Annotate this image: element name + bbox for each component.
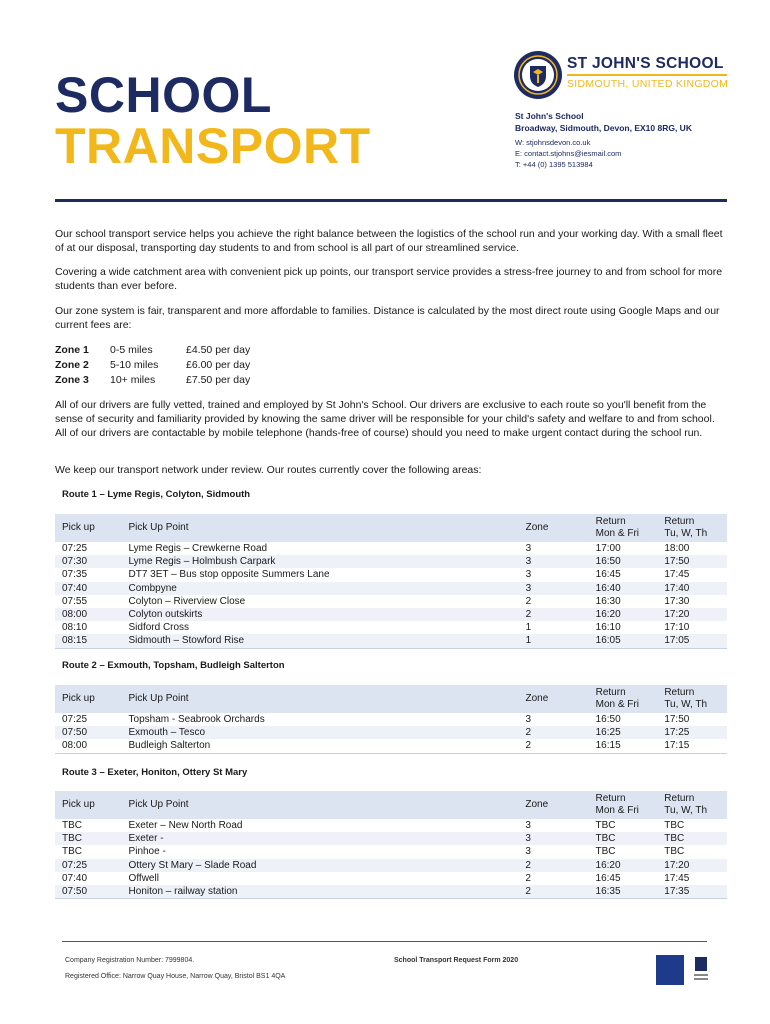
header-return-mon-fri [589,685,658,713]
intro-paragraph-2: Covering a wide catchment area with convenient pick up points, our transport service provides a stress-free journey to and from school for more students than ever before. [55,266,723,292]
return-mon-fri: 16:45 [595,569,621,581]
zone-name: Zone 3 [55,374,89,386]
header-line: Return [664,515,695,527]
school-location: SIDMOUTH, UNITED KINGDOM [567,78,729,90]
pickup-time: 07:40 [62,872,88,884]
contact-phone: T: +44 (0) 1395 513984 [515,160,593,169]
pickup-time: TBC [62,846,82,858]
footer-form-title: School Transport Request Form 2020 [394,957,519,964]
table-row [55,621,727,634]
header-line: Mon & Fri [595,528,639,539]
pickup-time: 07:50 [55,885,122,899]
contact-details [515,137,621,170]
pickup-point: Lyme Regis – Holmbush Carpark [121,555,518,568]
return-tu-w-th: 17:20 [657,859,727,872]
return-mon-fri: 16:45 [595,872,621,884]
zone-row [55,358,250,373]
table-row [55,885,727,899]
zone: 3 [525,846,531,858]
header-line: Mon & Fri [595,699,639,710]
return-mon-fri: 16:15 [589,739,658,753]
zone: 3 [525,543,532,554]
return-tu-w-th: 17:05 [657,634,727,648]
zone: 2 [519,739,589,753]
footer-divider [62,941,707,942]
header-line: Mon & Fri [595,805,639,816]
pickup-point: Honiton – railway station [122,885,519,899]
table-row [55,819,727,832]
pickup-point: Sidmouth – Stowford Rise [121,634,518,648]
intro-paragraph-1: Our school transport service helps you achieve the right balance between the logistics of the school run and your working day. With a small fleet of at our disposal, transporting day students to and from school is all part of our streamlined service. [55,228,723,254]
return-mon-fri: 16:35 [589,885,658,899]
route-1-table [55,514,727,649]
return-mon-fri: 16:50 [595,714,621,725]
pickup-time: 08:00 [55,739,122,753]
footer-reg-office: Registered Office: Narrow Quay House, Narrow Quay, Bristol BS1 4QA [65,973,286,980]
return-tu-w-th: 17:50 [657,555,727,568]
zone: 3 [518,832,588,845]
route-3-table [55,791,727,899]
table-row [55,859,727,872]
header-line: Tu, W, Th [664,699,708,710]
zone: 3 [525,714,532,725]
header-zone: Zone [518,791,588,819]
return-mon-fri: 16:25 [589,726,658,739]
pickup-time: 07:35 [62,569,88,581]
table-row [55,726,727,739]
return-mon-fri: 16:20 [589,608,658,621]
zone-miles: 0-5 miles [110,344,153,356]
header-return-mon-fri [589,514,658,542]
zone-miles: 10+ miles [110,374,156,386]
header-line: Return [595,515,626,527]
pickup-time: 08:00 [55,608,121,621]
accreditation-logo-icon [656,955,684,985]
header-pickup-point: Pick Up Point [122,685,519,713]
return-tu-w-th: 18:00 [664,543,690,554]
return-tu-w-th: 17:40 [657,582,727,595]
pickup-point: Colyton – Riverview Close [128,595,246,607]
page-title-line2: TRANSPORT [55,118,371,174]
zone: 2 [525,595,532,607]
intro-paragraph-3: Our zone system is fair, transparent and more affordable to families. Distance is calculated by the most direct route using Google Maps and our current fees are: [55,305,720,331]
return-mon-fri: 16:40 [589,582,658,595]
pickup-time: TBC [55,832,122,845]
intro-paragraph-4: All of our drivers are fully vetted, trained and employed by St John's School. Our drivers are exclusive to each route so you'll benefit from the sense of security and familiarity provided by knowing the same driver will be responsible for your child's safety and welfare to and from school. All of our drivers are contactable by mobile telephone (hands-free of course) should you need to make urgent contact during the school run. [55,399,715,439]
header-pickup: Pick up [55,514,121,542]
table-row [55,832,727,845]
table-header-row [55,791,727,819]
address-line1: St John's School [515,111,584,121]
zone: 2 [519,608,589,621]
pickup-time: TBC [62,820,82,831]
footer-reg-number: Company Registration Number: 7999804. [65,957,195,964]
pickup-time: 07:55 [62,595,88,607]
return-mon-fri: 16:50 [589,555,658,568]
zone-fee: £4.50 per day [186,344,251,356]
return-mon-fri: 16:20 [589,859,658,872]
return-tu-w-th: TBC [664,846,685,858]
pickup-time: 07:30 [55,555,121,568]
table-row [55,542,727,555]
return-tu-w-th: TBC [657,832,727,845]
header-return-tu-w-th [657,685,727,713]
table-row [55,713,727,726]
pickup-time: 08:10 [62,622,88,634]
return-tu-w-th: 17:20 [657,608,727,621]
table-header-row [55,685,727,713]
zone-name: Zone 1 [55,344,89,356]
intro-paragraph-5: We keep our transport network under review. Our routes currently cover the following areas: [55,464,482,476]
school-address [515,110,692,134]
table-header-row [55,514,727,542]
return-tu-w-th: 17:30 [664,595,690,607]
contact-web: W: stjohnsdevon.co.uk [515,138,591,147]
zone: 3 [525,820,531,831]
zone: 1 [525,622,532,634]
header-zone: Zone [519,685,589,713]
zone: 2 [518,859,588,872]
pickup-point: Offwell [128,872,159,884]
return-mon-fri: TBC [595,846,616,858]
route-2-table [55,685,727,754]
pickup-time: 07:50 [55,726,122,739]
zone: 2 [525,872,531,884]
route-2-title: Route 2 – Exmouth, Topsham, Budleigh Salterton [62,660,285,671]
pickup-point: Pinhoe - [128,846,166,858]
return-mon-fri: 16:10 [595,622,621,634]
header-pickup-point: Pick Up Point [121,514,518,542]
zone: 2 [519,726,589,739]
pickup-point: DT7 3ET – Bus stop opposite Summers Lane [128,569,330,581]
header-zone: Zone [519,514,589,542]
header-line: Return [595,792,626,804]
header-line: Return [664,792,695,804]
zone-fee: £6.00 per day [186,359,251,371]
table-row [55,872,727,885]
return-tu-w-th: 17:50 [664,714,690,725]
return-tu-w-th: 17:45 [664,872,690,884]
zone: 3 [525,569,532,581]
return-mon-fri: 17:00 [595,543,621,554]
header-line: Tu, W, Th [664,528,708,539]
header-line: Tu, W, Th [664,805,708,816]
route-1-title: Route 1 – Lyme Regis, Colyton, Sidmouth [62,489,251,500]
zone: 2 [518,885,588,899]
address-line2: Broadway, Sidmouth, Devon, EX10 8RG, UK [515,123,692,133]
table-row [55,634,727,648]
return-tu-w-th: 17:25 [657,726,727,739]
header-pickup: Pick up [55,791,122,819]
zone-row [55,343,250,358]
header-pickup-point: Pick Up Point [122,791,519,819]
pickup-time: 07:25 [62,714,88,725]
header-return-tu-w-th [657,514,727,542]
pickup-point: Exeter – New North Road [128,820,243,831]
table-row [55,582,727,595]
return-tu-w-th: 17:35 [657,885,727,899]
zone-miles: 5-10 miles [110,359,159,371]
zone-name: Zone 2 [55,359,89,371]
return-mon-fri: 16:05 [589,634,658,648]
school-crest-icon [513,50,563,100]
table-row [55,595,727,608]
table-row [55,845,727,858]
zone: 1 [519,634,589,648]
table-row [55,555,727,568]
return-mon-fri: 16:30 [595,595,621,607]
header-pickup: Pick up [55,685,122,713]
header-return-tu-w-th [657,791,727,819]
pickup-point: Lyme Regis – Crewkerne Road [128,543,268,554]
pickup-point: Ottery St Mary – Slade Road [122,859,519,872]
pickup-time: 07:40 [55,582,121,595]
pickup-time: 07:25 [55,859,122,872]
pickup-point: Sidford Cross [128,622,190,634]
return-tu-w-th: 17:10 [664,622,690,634]
school-name: ST JOHN'S SCHOOL [567,55,724,72]
page-title-line1: SCHOOL [55,67,272,123]
header-divider [55,199,727,202]
zone: 3 [519,582,589,595]
header-return-mon-fri [589,791,658,819]
table-row [55,608,727,621]
return-tu-w-th: 17:15 [657,739,727,753]
header-line: Return [595,686,626,698]
contact-email: E: contact.stjohns@iesmail.com [515,149,622,158]
return-tu-w-th: TBC [664,820,685,831]
zone: 3 [519,555,589,568]
pickup-time: 08:15 [55,634,121,648]
pickup-point: Topsham - Seabrook Orchards [128,714,265,725]
pickup-point: Exeter - [122,832,519,845]
table-row [55,739,727,753]
zone-row [55,373,250,388]
pickup-point: Colyton outskirts [121,608,518,621]
table-row [55,568,727,581]
header-line: Return [664,686,695,698]
return-mon-fri: TBC [589,832,658,845]
school-name-divider [567,74,727,76]
return-tu-w-th: 17:45 [664,569,690,581]
pickup-time: 07:25 [62,543,88,554]
pickup-point: Budleigh Salterton [122,739,519,753]
return-mon-fri: TBC [595,820,616,831]
partner-logo-icon [692,955,710,985]
route-3-title: Route 3 – Exeter, Honiton, Ottery St Mary [62,767,248,778]
zone-fees [55,343,250,388]
zone-fee: £7.50 per day [186,374,251,386]
pickup-point: Combpyne [121,582,518,595]
pickup-point: Exmouth – Tesco [122,726,519,739]
